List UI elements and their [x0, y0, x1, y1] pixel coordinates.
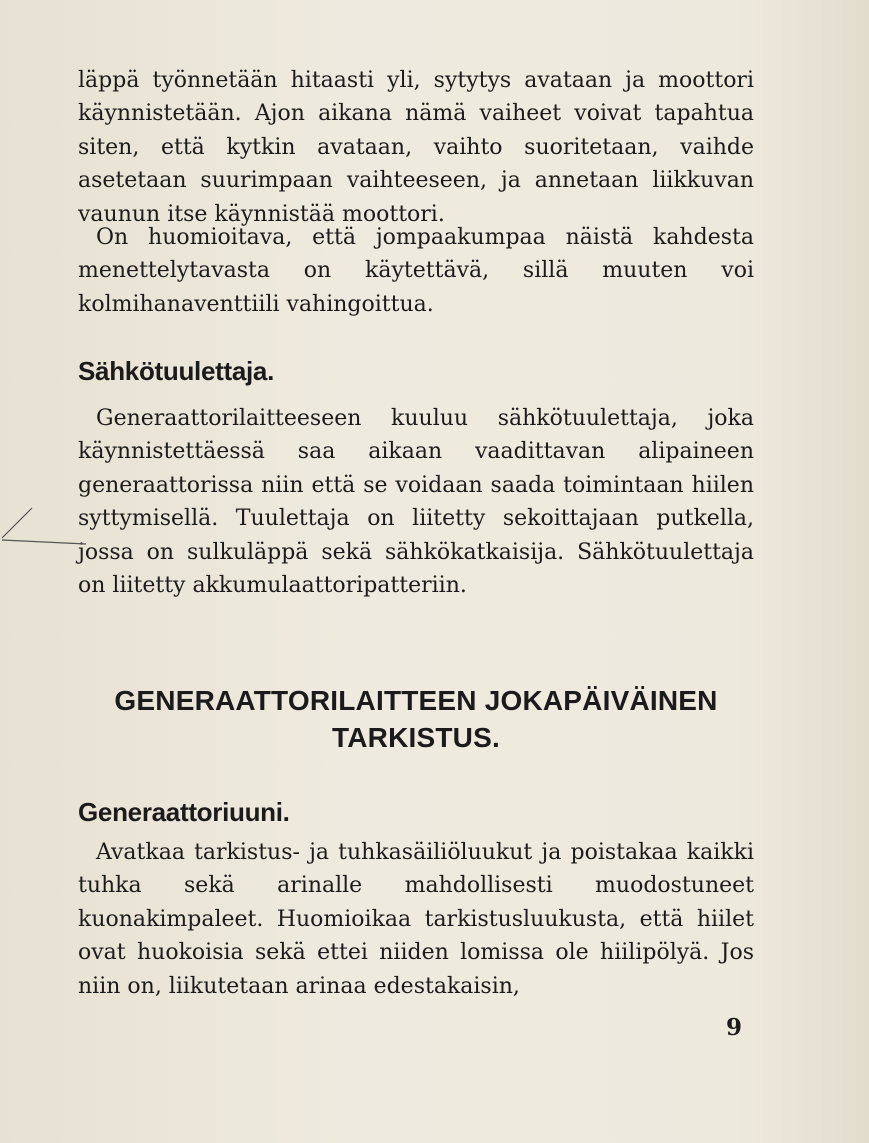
- section-heading-sahkotuulettaja: Sähkötuulettaja.: [78, 356, 275, 386]
- paragraph-sahkotuulettaja: Generaattorilaitteeseen kuuluu sähkötuulettaja, joka käynnistettäessä saa aikaan vaadittavan alipaineen generaattorissa niin että se voidaan saada toimintaan hiilen syttymisellä. Tuulettaja on liitetty sekoittajaan putkella, jossa on sulkuläppä sekä sähkökatkaisija. Sähkötuulettaja on liitetty akkumulaattoripatteriin.: [78, 406, 754, 599]
- paragraph-engine-start: läppä työnnetään hitaasti yli, sytytys avataan ja moottori käynnistetään. Ajon aikana nämä vaiheet voivat tapahtua siten, että kytkin avataan, vaihto suoritetaan, vaihde asetetaan suurimpaan vaihteeseen, ja annetaan liikkuvan vaunun itse käynnistää moottori.: [78, 68, 754, 227]
- main-heading: GENERAATTORILAITTEEN JOKAPÄIVÄINEN TARKISTUS.: [114, 685, 718, 753]
- pencil-margin-mark: [0, 500, 90, 550]
- section-heading-generaattoriuuni: Generaattoriuuni.: [78, 797, 290, 827]
- page-number: 9: [726, 1014, 743, 1041]
- paragraph-generaattoriuuni: Avatkaa tarkistus- ja tuhkasäiliöluukut ja poistakaa kaikki tuhka sekä arinalle mahdollisesti muodostuneet kuonakimpaleet. Huomioikaa tarkistusluukusta, että hiilet ovat huokoisia sekä ettei niiden lomissa ole hiilipölyä. Jos niin on, liikutetaan arinaa edestakaisin,: [78, 840, 754, 999]
- paragraph-note: On huomioitava, että jompaakumpaa näistä kahdesta menettelytavasta on käytettävä, sillä muuten voi kolmihanaventtiili vahingoittua.: [78, 225, 754, 317]
